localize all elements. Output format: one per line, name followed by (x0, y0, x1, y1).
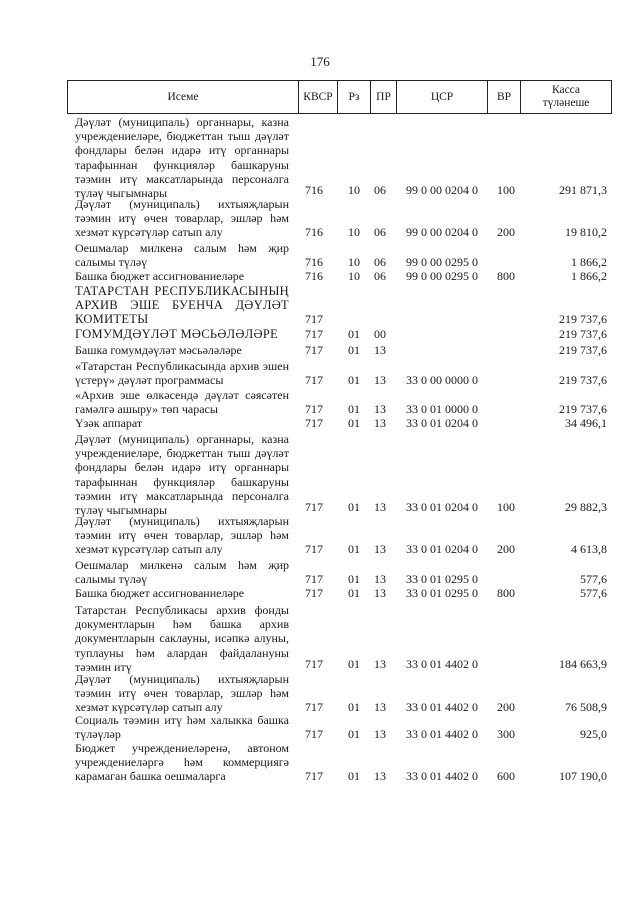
row-vr: 600 (497, 769, 515, 783)
header-kassa-line1: Касса (551, 84, 581, 96)
table-row (0, 558, 640, 586)
row-sum: 219 737,6 (559, 312, 607, 326)
row-rz: 10 (348, 255, 360, 269)
row-rz: 01 (348, 416, 360, 430)
table-row (0, 269, 640, 283)
row-csr: 33 0 01 4402 0 (406, 657, 478, 671)
row-rz: 10 (348, 269, 360, 283)
row-rz: 01 (348, 657, 360, 671)
row-pr: 13 (374, 657, 386, 671)
header-kassa-line2: түләнеше (542, 97, 590, 109)
row-vr: 200 (497, 542, 515, 556)
row-kvsr: 717 (305, 727, 323, 741)
table-row (0, 388, 640, 416)
row-sum: 219 737,6 (559, 373, 607, 387)
row-name: Башка бюджет ассигнованиеләре (75, 269, 245, 283)
row-pr: 13 (374, 402, 386, 416)
row-csr: 33 0 01 0204 0 (406, 416, 478, 430)
row-name: Дәүләт (муниципаль) органнары, казна учреждениеләре, бюджеттан тыш дәүләт фондлары белән идарә итү органнары тарафыннан функцияләр башкаруны тәэмин итү максатларында персоналга түләү чыгымнары (75, 432, 289, 518)
row-kvsr: 717 (305, 700, 323, 714)
row-sum: 577,6 (580, 572, 607, 586)
row-csr: 33 0 00 0000 0 (406, 373, 478, 387)
row-csr: 33 0 01 0295 0 (406, 586, 478, 600)
row-name: ГОМУМДӘҮЛӘТ МӘСЬӘЛӘЛӘРЕ (75, 327, 279, 341)
row-pr: 13 (374, 586, 386, 600)
row-rz: 01 (348, 542, 360, 556)
row-csr: 33 0 01 0295 0 (406, 572, 478, 586)
row-name: Татарстан Республикасы архив фонды документларын һәм башка архив документларын саклауны, исәпкә алуны, туплауны һәм алардан файдалануны тәэмин итү (75, 603, 289, 674)
row-name: Башка бюджет ассигнованиеләре (75, 586, 245, 600)
row-csr: 99 0 00 0295 0 (406, 255, 478, 269)
row-pr: 13 (374, 769, 386, 783)
header-csr: ЦСР (396, 81, 487, 113)
row-kvsr: 717 (305, 657, 323, 671)
row-rz: 01 (348, 586, 360, 600)
row-csr: 33 0 01 4402 0 (406, 769, 478, 783)
row-csr: 33 0 01 0204 0 (406, 542, 478, 556)
row-kvsr: 717 (305, 500, 323, 514)
row-csr: 99 0 00 0204 0 (406, 183, 478, 197)
row-sum: 1 866,2 (571, 269, 607, 283)
row-kvsr: 717 (305, 542, 323, 556)
row-csr: 99 0 00 0204 0 (406, 225, 478, 239)
table-row-section (0, 327, 640, 341)
row-name: Бюджет учреждениеләренә, автоном учреждениеләргә һәм коммерциягә карамаган башка оешмаларга (75, 741, 289, 784)
row-kvsr: 716 (305, 225, 323, 239)
row-vr: 100 (497, 183, 515, 197)
row-rz: 01 (348, 327, 360, 341)
row-rz: 01 (348, 500, 360, 514)
row-pr: 13 (374, 343, 386, 357)
header-name: Исеме (167, 90, 199, 103)
row-name: Оешмалар милкенә салым һәм җир салымы түләү (75, 558, 289, 587)
header-rz: Рз (337, 81, 370, 113)
row-name: Дәүләт (муниципаль) органнары, казна учреждениеләре, бюджеттан тыш дәүләт фондлары белән идарә итү органнары тарафыннан функцияләр башкаруны тәэмин итү максатларында персоналга түләү чыгымнары (75, 115, 289, 201)
row-sum: 4 613,8 (571, 542, 607, 556)
row-csr: 33 0 01 4402 0 (406, 727, 478, 741)
row-sum: 1 866,2 (571, 255, 607, 269)
row-name: Башка гомумдәүләт мәсьәләләре (75, 343, 242, 357)
row-rz: 10 (348, 225, 360, 239)
row-sum: 184 663,9 (559, 657, 607, 671)
row-rz: 01 (348, 700, 360, 714)
row-rz: 01 (348, 402, 360, 416)
row-kvsr: 717 (305, 416, 323, 430)
row-pr: 06 (374, 269, 386, 283)
row-kvsr: 717 (305, 312, 323, 326)
row-kvsr: 717 (305, 402, 323, 416)
row-name: Дәүләт (муниципаль) ихтыяҗларын тәэмин итү өчен товарлар, эшләр һәм хезмәт күрсәтүләр сатып алу (75, 197, 289, 240)
row-kvsr: 717 (305, 373, 323, 387)
table-row (0, 432, 640, 518)
row-sum: 219 737,6 (559, 327, 607, 341)
row-name: «Татарстан Республикасында архив эшен үстерү» дәүләт программасы (75, 359, 289, 388)
row-csr: 33 0 01 4402 0 (406, 700, 478, 714)
row-kvsr: 717 (305, 343, 323, 357)
table-row (0, 514, 640, 556)
table-row (0, 741, 640, 783)
table-row (0, 197, 640, 239)
header-kassa (520, 81, 611, 113)
row-vr: 200 (497, 225, 515, 239)
row-rz: 01 (348, 373, 360, 387)
row-sum: 76 508,9 (565, 700, 607, 714)
row-name: Дәүләт (муниципаль) ихтыяҗларын тәэмин итү өчен товарлар, эшләр һәм хезмәт күрсәтүләр сатып алу (75, 672, 289, 715)
row-kvsr: 716 (305, 183, 323, 197)
row-sum: 577,6 (580, 586, 607, 600)
row-sum: 19 810,2 (565, 225, 607, 239)
table-row (0, 359, 640, 387)
row-sum: 219 737,6 (559, 402, 607, 416)
row-sum: 29 882,3 (565, 500, 607, 514)
row-vr: 800 (497, 586, 515, 600)
table-row (0, 241, 640, 269)
table-row (0, 672, 640, 714)
row-pr: 13 (374, 727, 386, 741)
row-pr: 06 (374, 255, 386, 269)
row-rz: 01 (348, 343, 360, 357)
row-rz: 01 (348, 769, 360, 783)
row-name: Оешмалар милкенә салым һәм җир салымы түләү (75, 241, 289, 270)
row-pr: 06 (374, 225, 386, 239)
row-vr: 300 (497, 727, 515, 741)
page-number: 176 (310, 54, 330, 69)
header-vr: ВР (487, 81, 520, 113)
row-pr: 13 (374, 572, 386, 586)
row-pr: 13 (374, 700, 386, 714)
row-pr: 13 (374, 500, 386, 514)
row-kvsr: 717 (305, 572, 323, 586)
row-vr: 800 (497, 269, 515, 283)
table-row (0, 343, 640, 357)
row-kvsr: 716 (305, 269, 323, 283)
row-name: «Архив эше өлкәсендә дәүләт сәясәтен гамәлгә ашыру» төп чарасы (75, 388, 289, 417)
row-vr: 200 (497, 700, 515, 714)
row-vr: 100 (497, 500, 515, 514)
row-name: Үзәк аппарат (75, 416, 143, 430)
row-name: Дәүләт (муниципаль) ихтыяҗларын тәэмин итү өчен товарлар, эшләр һәм хезмәт күрсәтүләр сатып алу (75, 514, 289, 557)
header-pr: ПР (370, 81, 396, 113)
row-sum: 219 737,6 (559, 343, 607, 357)
row-csr: 99 0 00 0295 0 (406, 269, 478, 283)
row-kvsr: 717 (305, 327, 323, 341)
row-name: ТАТАРСТАН РЕСПУБЛИКАСЫНЫҢ АРХИВ ЭШЕ БУЕНЧА ДӘҮЛӘТ КОМИТЕТЫ (75, 284, 289, 327)
row-pr: 13 (374, 373, 386, 387)
row-sum: 107 190,0 (559, 769, 607, 783)
table-row (0, 115, 640, 201)
row-kvsr: 717 (305, 769, 323, 783)
row-pr: 13 (374, 542, 386, 556)
row-pr: 06 (374, 183, 386, 197)
row-kvsr: 716 (305, 255, 323, 269)
row-sum: 34 496,1 (565, 416, 607, 430)
row-sum: 925,0 (580, 727, 607, 741)
row-csr: 33 0 01 0204 0 (406, 500, 478, 514)
row-rz: 01 (348, 727, 360, 741)
row-name: Социаль тәэмин итү һәм халыкка башка түләүләр (75, 713, 289, 742)
row-pr: 00 (374, 327, 386, 341)
row-rz: 01 (348, 572, 360, 586)
header-kvsr: КВСР (298, 81, 337, 113)
row-csr: 33 0 01 0000 0 (406, 402, 478, 416)
table-row (0, 603, 640, 674)
table-header (67, 80, 612, 114)
row-sum: 291 871,3 (559, 183, 607, 197)
table-row-section (0, 284, 640, 326)
row-pr: 13 (374, 416, 386, 430)
table-row (0, 713, 640, 741)
table-row (0, 586, 640, 600)
table-row (0, 416, 640, 430)
row-kvsr: 717 (305, 586, 323, 600)
row-rz: 10 (348, 183, 360, 197)
